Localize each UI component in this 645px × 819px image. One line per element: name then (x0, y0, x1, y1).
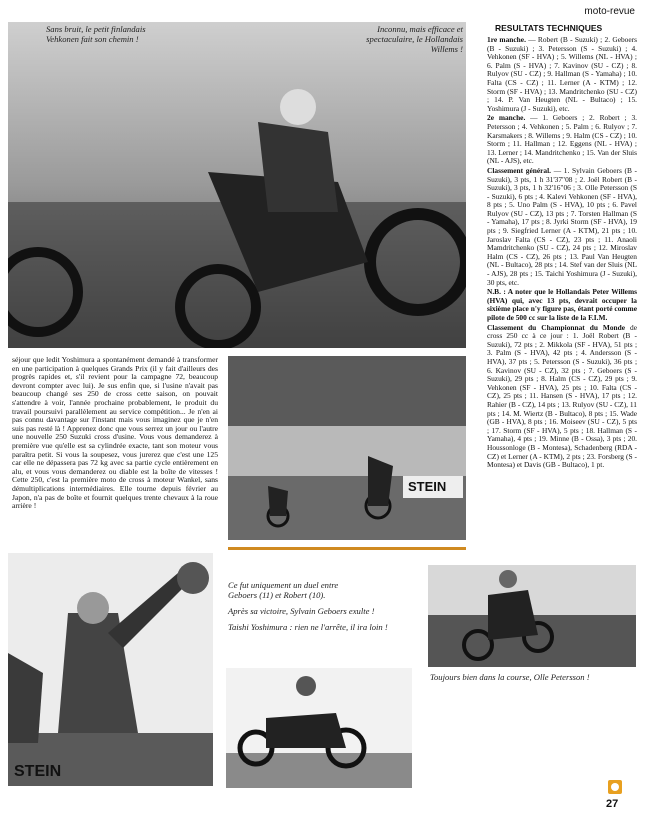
general-label: Classement général. (487, 165, 552, 175)
caption-vehkonen: Sans bruit, le petit finlandais Vehkonen fait son chemin ! (46, 24, 146, 44)
moto-revue-logo-icon (608, 780, 622, 794)
banner-stein-2: STEIN (14, 763, 62, 780)
caption-duel-line1: Ce fut uniquement un duel entre (228, 580, 339, 590)
general-text: — 1. Sylvain Geboers (B - Suzuki), 3 pts, 1 h 31'37"08 ; 2. Joël Robert (B - Suzuki), 3 pts, 1 h 32'16"06 ; 3. Olle Petersson (S - Suzuki), 6 pts ; 4. Kalevi Vehkonen (SF - HVA), 8 pts ; 5. Uno Palm (S - HVA), 10 pts ; 6. Pavel Rulyov (SU - CZ), 13 pts ; 7. Torsten Hallman (S - Yamaha), 17 pts ; 8. Jyrki Storm (SF - HVA), 19 pts ; 9. Siegfried Lerner (A - KTM), 21 pts ; 10. Jaroslav Falta (CS - CZ), 23 pts ; 11. Anaoli Mamdritchenko (SU - CZ), 24 pts ; 12. Miroslav Halm (CS - CZ), 26 pts ; 13. Paul Van Heugten (NL - Bultaco), 28 pts ; 14. Stef van der Sluis (NL - AJS), 28 pts ; 15. Taichi Yoshimura (J - Suzuki), 30 pts, etc. (487, 165, 637, 287)
caption-willems: Inconnu, mais efficace et spectaculaire, le Hollandais Willems ! (366, 24, 463, 54)
manche2-label: 2e manche. (487, 113, 526, 123)
caption-petersson: Toujours bien dans la course, Olle Petersson ! (430, 672, 590, 682)
caption-yoshimura: Taishi Yoshimura : rien ne l'arrête, il ira loin ! (228, 622, 388, 632)
separator-rule (228, 547, 466, 550)
champ-label: Classement du Championnat du Monde (487, 322, 626, 332)
caption-duel (228, 580, 418, 632)
photo-petersson (428, 565, 636, 667)
manche1-text: — Robert (B - Suzuki) ; 2. Geboers (B - Suzuki) ; 3. Petersson (S - Suzuki) ; 4. Vehkonen (SF - HVA) ; 5. Willems (NL - HVA) ; 6. Palm (S - HVA) ; 7. Kavinov (SU - CZ) ; 8. Rulyov (SU - CZ) ; 9. Hallman (S - Yamaha) ; 10. Falta (CS - CZ) ; 11. Lerner (A - KTM) ; 12. Storm (SF - HVA) ; 13. Mandritchenko (SU - CZ) ; 14. P. Van Heugten (NL - Bultaco) ; 15. Yoshimura (J - Suzuki), etc. (487, 35, 637, 113)
nb-text: N.B. : A noter que le Hollandais Peter Willems (HVA) qui, avec 13 pts, devrait occuper la sixième place n'y figure pas, étant porté comme pilote de 500 cc sur la liste de la F.I.M. (487, 287, 637, 322)
photo-yoshimura (226, 668, 412, 788)
caption-duel-line2: Geboers (11) et Robert (10). (228, 590, 326, 600)
manche2-text: — 1. Geboers ; 2. Robert ; 3. Petersson ; 4. Vehkonen ; 5. Palm ; 6. Rulyov ; 7. Karsmakers ; 8. Willems ; 9. Halm (CS - CZ) ; 10. Storm ; 11. Hallman ; 12. Eggens (NL - HVA) ; 13. Lerner ; 14. Mandritchenko ; 15. Van der Sluis (NL - AJS), etc. (487, 113, 637, 166)
article-text: séjour que ledit Yoshimura a spontanément demandé à transformer en une participation à quelques Grands Prix (il y fait d'ailleurs des progrès rapides et, s'il revient pour la campagne 72, beaucoup devront compter avec lui). Je sus enfin que, si l'usine n'avait pas beaucoup changé ses 250 de cross cette saison, on pouvait s'attendre à voir, l'année prochaine probablement, le produit du travail poursuivi parallèlement au service compétition... Je n'en ai pas connu davantage sur l'instant mais vous imaginez que je n'en suis pas resté là ! Apprenez donc que vous serrez un jour ou l'autre une nouvelle 250 Suzuki cross d'usine. Vous vous demanderez à première vue qu'elle est sa cylindrée exacte, tant son moteur vous paraîtra petit. Si vous la soupesez, vous jurerez que c'est une 125 car elle ne dépassera pas 72 kg avec sa partie cycle entièrement en alu, et vous vous demanderez ou diable est la boîte de vitesses ! Cette 250, c'est la première moto de cross à moteur Wankel, sans démultiplications intermédiaires. Elle tourne depuis février au Japon, n'a pas de boîte et fournit quelques trente chevaux à la roue arrière ! (12, 355, 218, 511)
photo-willems-jump (8, 22, 466, 348)
results-column (487, 36, 637, 471)
caption-exult: Après sa victoire, Sylvain Geboers exulte ! (228, 606, 375, 616)
photo-geboers-exult (8, 553, 213, 786)
champ-text: de cross 250 cc à ce jour : 1. Joël Robert (B - Suzuki), 72 pts ; 2. Mikkola (SF - HVA), 51 pts ; 3. Palm (S - HVA), 42 pts ; 4. Andersson (S - HVA), 37 pts ; 5. Petersson (S - Suzuki), 36 pts ; 6. Kavinov (SU - CZ), 32 pts ; 7. Geboers (S - Suzuki), 29 pts ; 8. Halm (CS - CZ), 29 pts ; 9. Vehkonen (SF - HVA), 25 pts ; 10. Falta (CS - CZ), 25 pts ; 11. Hansen (S - HVA), 17 pts ; 12. Rahier (B - CZ), 14 pts ; 13. Rulyov (SU - CZ), 11 pts ; 14. M. Wiertz (B - Bultaco), 8 pts ; 15. Wade (GB - HVA), 8 pts ; 16. Moiseev (SU - CZ), 5 pts ; 17. Storm (SF - HVA), 5 pts ; 18. Hallman (S - Yamaha), 4 pts ; 19. Minne (B - Ossa), 3 pts ; 20. Houssonloge (B - Montesa), Schadenberg (RDA - CZ) et Lerner (A - KTM), 2 pts ; 23. Forsberg (S - Montesa) et Davis (GB - Bultaco), 1 pt. (487, 322, 637, 470)
manche1-label: 1re manche. (487, 35, 526, 44)
magazine-name: moto-revue (584, 6, 635, 17)
results-title: RESULTATS TECHNIQUES (495, 23, 603, 33)
page-number: 27 (606, 798, 619, 810)
photo-duel (228, 356, 466, 540)
banner-stein: STEIN (408, 479, 447, 494)
